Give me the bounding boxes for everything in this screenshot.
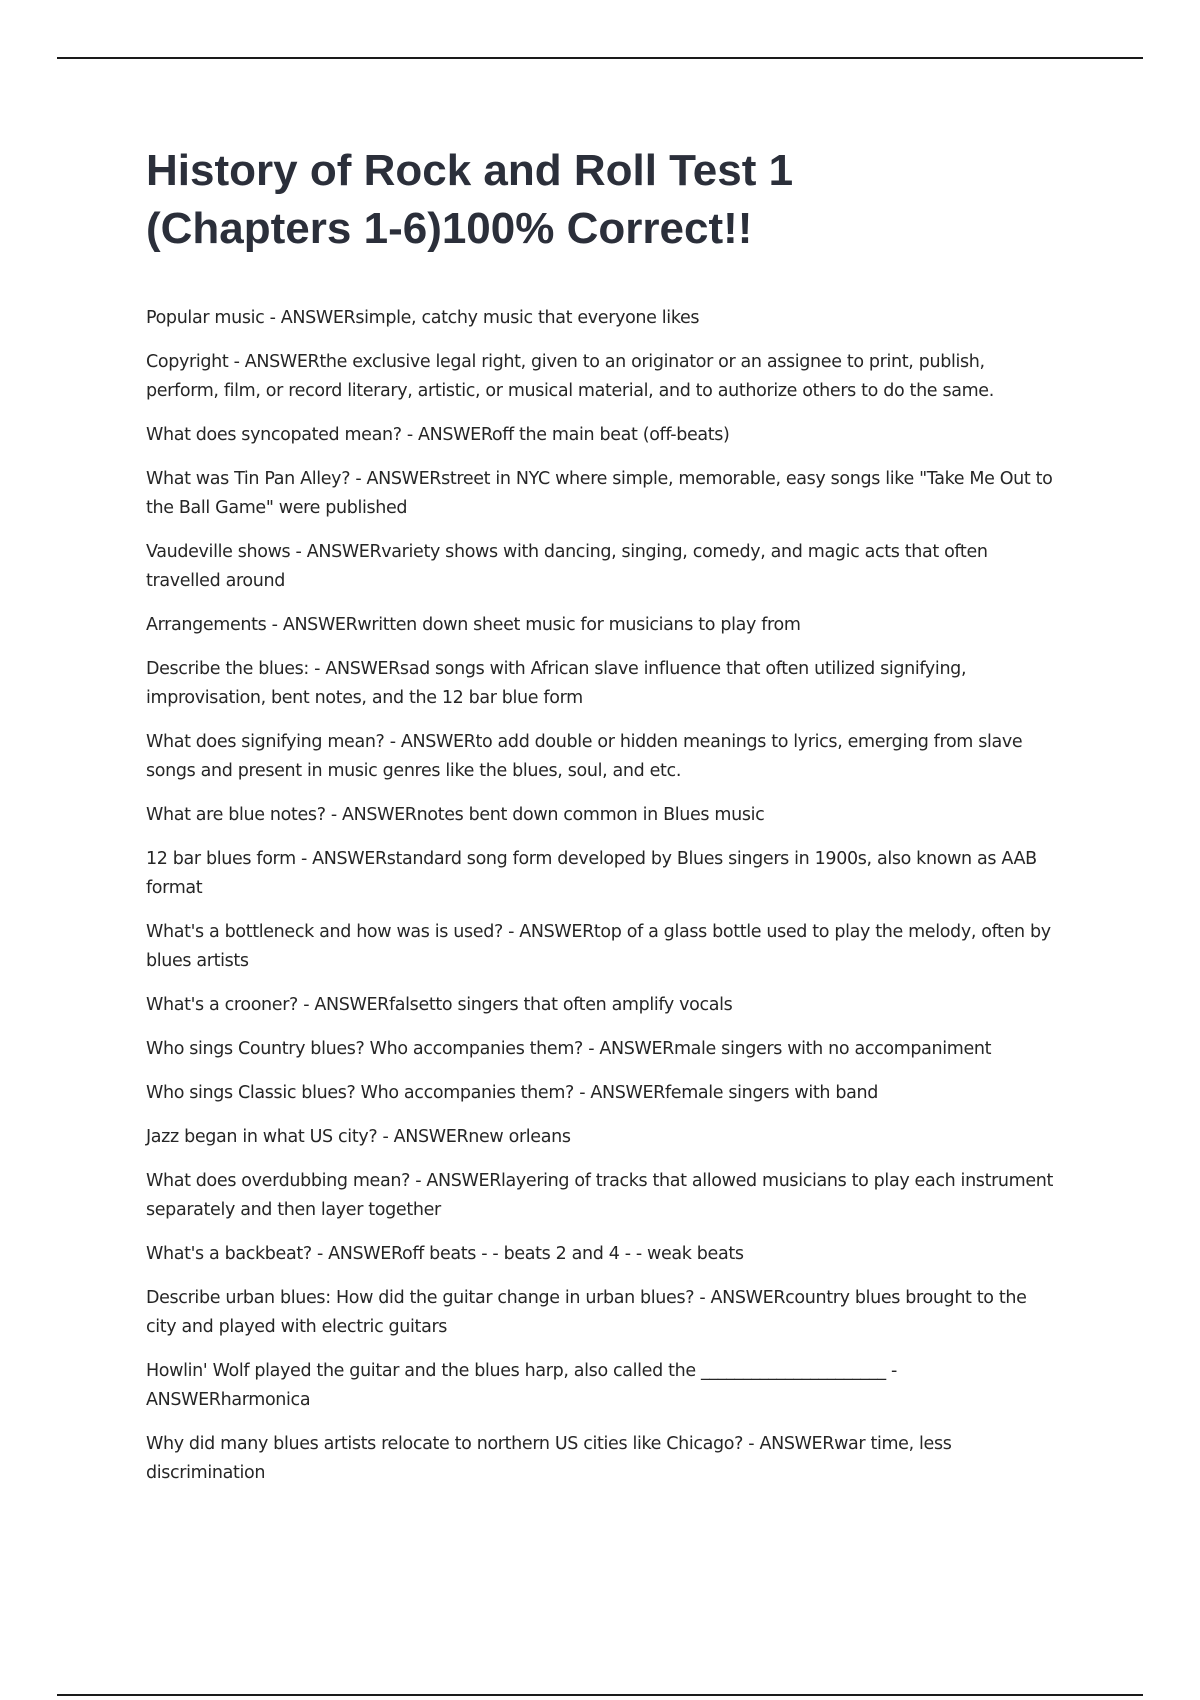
qa-item: Describe urban blues: How did the guitar change in urban blues? - ANSWERcountry blues brought to the city and played with electric guitars [146, 1288, 1027, 1337]
qa-item: What does syncopated mean? - ANSWERoff the main beat (off-beats) [146, 425, 730, 445]
qa-item: What was Tin Pan Alley? - ANSWERstreet in NYC where simple, memorable, easy songs like "Take Me Out to the Ball Game" were published [146, 469, 1053, 518]
qa-item: What's a crooner? - ANSWERfalsetto singers that often amplify vocals [146, 995, 733, 1015]
document-title [146, 142, 1058, 258]
qa-item: What does signifying mean? - ANSWERto add double or hidden meanings to lyrics, emerging from slave songs and present in music genres like the blues, soul, and etc. [146, 732, 1023, 781]
qa-item: Arrangements - ANSWERwritten down sheet music for musicians to play from [146, 615, 801, 635]
title-line-1: History of Rock and Roll Test 1 [146, 146, 794, 195]
title-line-2: (Chapters 1-6)100% Correct!! [146, 204, 753, 253]
qa-item: What does overdubbing mean? - ANSWERlayering of tracks that allowed musicians to play each instrument separately and then layer together [146, 1171, 1054, 1220]
qa-item: What's a backbeat? - ANSWERoff beats - - beats 2 and 4 - - weak beats [146, 1244, 744, 1264]
top-rule [57, 57, 1143, 59]
qa-item: Who sings Country blues? Who accompanies them? - ANSWERmale singers with no accompaniment [146, 1039, 992, 1059]
qa-item: Describe the blues: - ANSWERsad songs with African slave influence that often utilized signifying, improvisation, bent notes, and the 12 bar blue form [146, 659, 967, 708]
qa-item: Jazz began in what US city? - ANSWERnew orleans [146, 1127, 571, 1147]
qa-item: Why did many blues artists relocate to northern US cities like Chicago? - ANSWERwar time, less discrimination [146, 1434, 952, 1483]
qa-item: Copyright - ANSWERthe exclusive legal right, given to an originator or an assignee to print, publish, perform, film, or record literary, artistic, or musical material, and to authorize others to do the same. [146, 352, 994, 401]
document-body [146, 142, 1058, 1503]
qa-item: Who sings Classic blues? Who accompanies them? - ANSWERfemale singers with band [146, 1083, 878, 1103]
qa-item: Howlin' Wolf played the guitar and the blues harp, also called the ______________________ - ANSWERharmonica [146, 1361, 897, 1410]
qa-list [146, 304, 1058, 1488]
qa-item: What are blue notes? - ANSWERnotes bent down common in Blues music [146, 805, 765, 825]
bottom-rule [57, 1694, 1143, 1696]
qa-item: Vaudeville shows - ANSWERvariety shows with dancing, singing, comedy, and magic acts that often travelled around [146, 542, 988, 591]
qa-item: 12 bar blues form - ANSWERstandard song form developed by Blues singers in 1900s, also known as AAB format [146, 849, 1037, 898]
qa-item: What's a bottleneck and how was is used? - ANSWERtop of a glass bottle used to play the melody, often by blues artists [146, 922, 1051, 971]
qa-item: Popular music - ANSWERsimple, catchy music that everyone likes [146, 308, 700, 328]
